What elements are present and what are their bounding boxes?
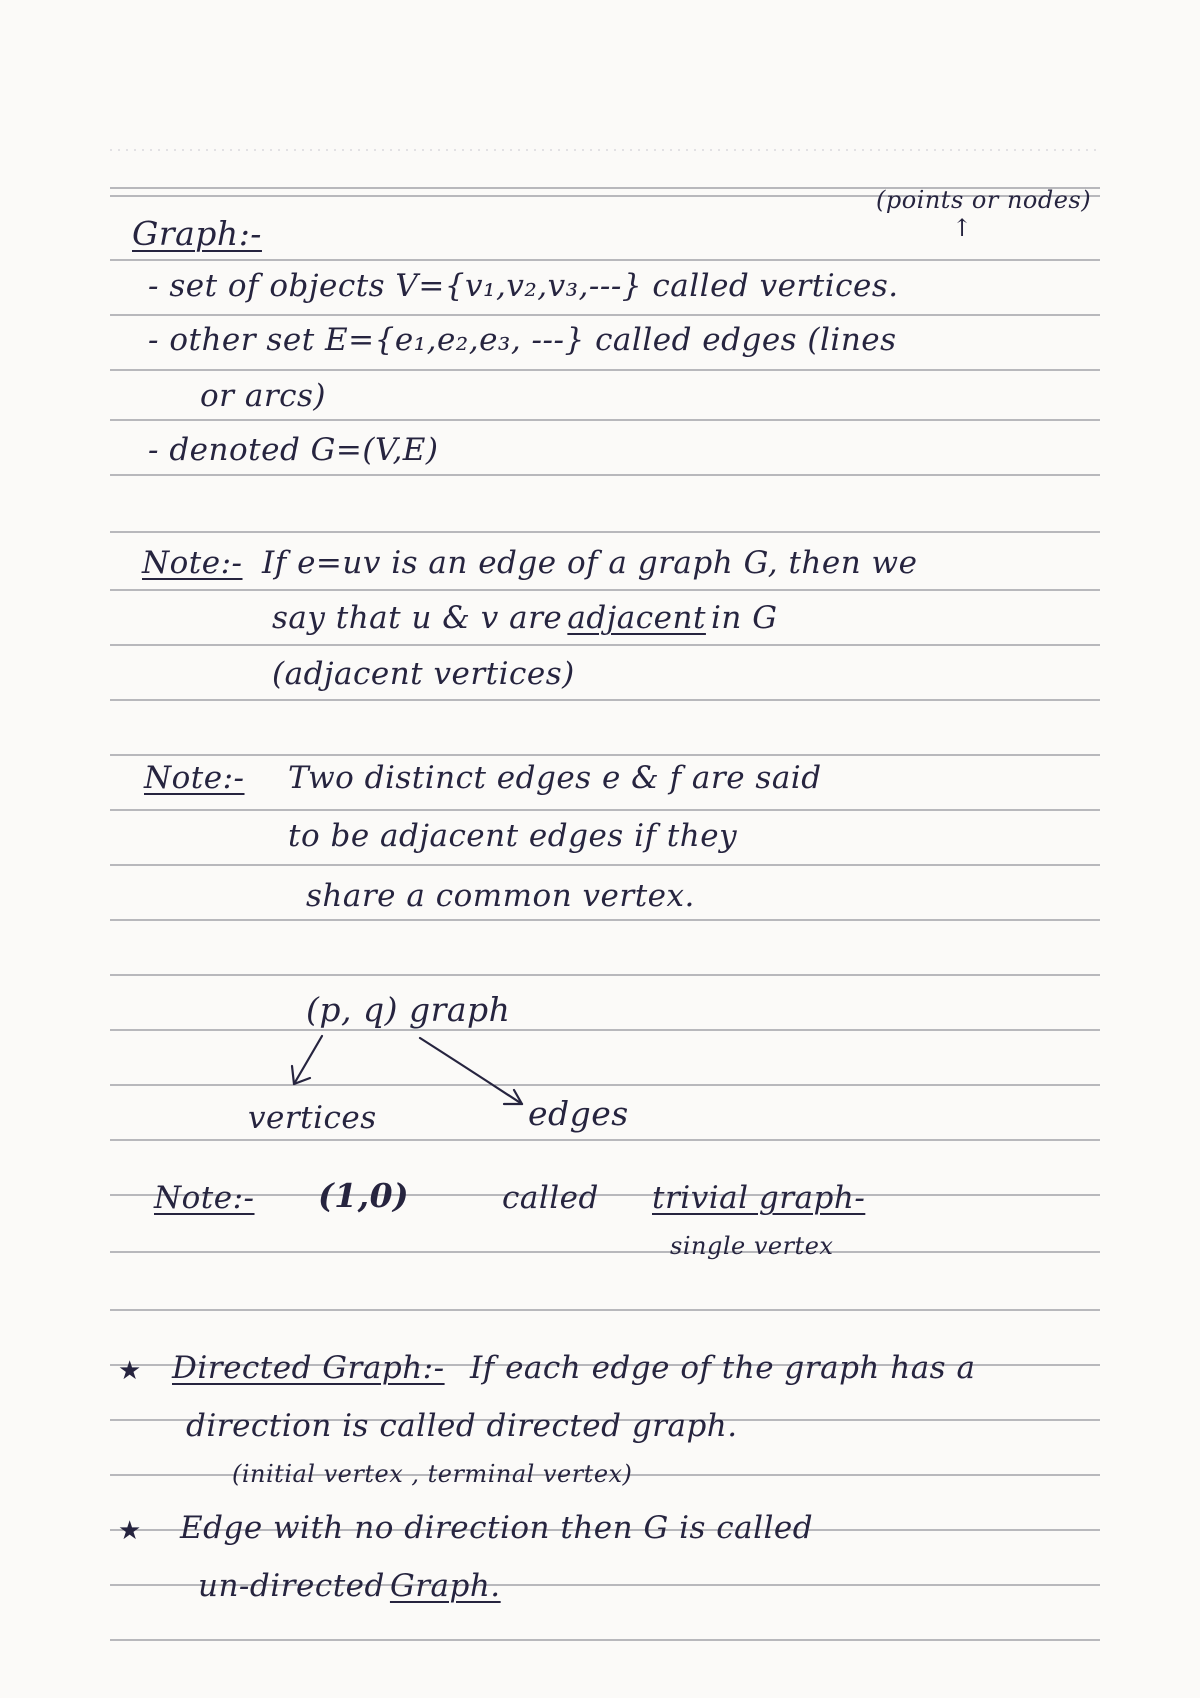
- note3-label: Note:-: [154, 1180, 255, 1216]
- graph-line-vertices: - set of objects V={v₁,v₂,v₃,---} called vertices.: [148, 268, 899, 304]
- note1-line1: If e=uv is an edge of a graph G, then we: [262, 545, 918, 581]
- note2-line2: to be adjacent edges if they: [288, 818, 738, 854]
- note2-line3: share a common vertex.: [306, 878, 695, 914]
- directed-line1: If each edge of the graph has a: [470, 1350, 976, 1386]
- undirected-line1: Edge with no direction then G is called: [180, 1510, 814, 1546]
- note1-label: Note:-: [142, 545, 243, 581]
- note2-line1: Two distinct edges e & f are said: [288, 760, 822, 796]
- directed-line2: direction is called directed graph.: [186, 1408, 738, 1444]
- points-or-nodes-annotation: (points or nodes): [876, 186, 1092, 214]
- note1-line2: [272, 600, 778, 636]
- note1-line2-suffix: in G: [711, 600, 778, 636]
- undirected-line2: [198, 1568, 501, 1604]
- single-vertex-note: single vertex: [670, 1232, 834, 1260]
- graph-heading: Graph:-: [132, 214, 262, 253]
- called-text: called: [502, 1180, 599, 1216]
- note2-label: Note:-: [144, 760, 245, 796]
- note1-line3: (adjacent vertices): [272, 656, 575, 692]
- directed-line3: (initial vertex , terminal vertex): [232, 1460, 633, 1488]
- pq-graph-title: (p, q) graph: [306, 990, 511, 1029]
- undirected-prefix: un-directed: [198, 1568, 385, 1604]
- note1-line2-prefix: say that u & v are: [272, 600, 563, 636]
- directed-graph-term: Directed Graph:-: [172, 1350, 445, 1386]
- graph-line-denoted: - denoted G=(V,E): [148, 432, 439, 468]
- graph-line-arcs: or arcs): [200, 378, 327, 414]
- star-bullet-icon: ★: [118, 1516, 142, 1546]
- up-arrow-glyph: ↑: [952, 214, 973, 242]
- trivial-pair: (1,0): [318, 1176, 410, 1215]
- adjacent-term: adjacent: [567, 600, 706, 636]
- trivial-graph-term: trivial graph-: [652, 1180, 866, 1216]
- star-bullet-icon: ★: [118, 1356, 142, 1386]
- undirected-graph-term: Graph.: [389, 1568, 501, 1604]
- graph-line-edges: - other set E={e₁,e₂,e₃, ---} called edges (lines: [148, 322, 897, 358]
- edges-label: edges: [528, 1094, 629, 1133]
- vertices-label: vertices: [248, 1100, 377, 1136]
